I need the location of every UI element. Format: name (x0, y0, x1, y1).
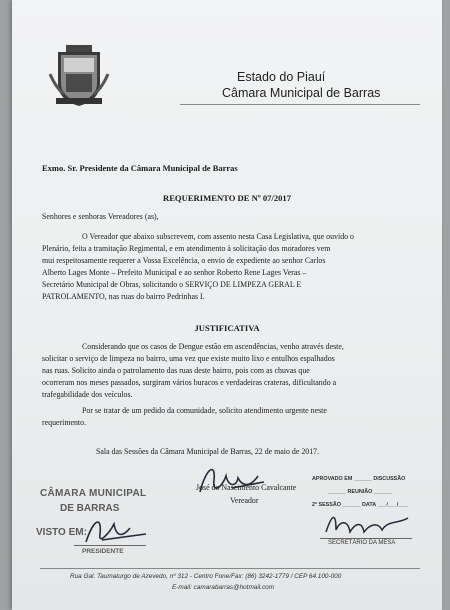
request-title: REQUERIMENTO DE Nº 07/2017 (162, 193, 292, 203)
body-line: PATROLAMENTO, nas ruas do bairro Pedrinhas I. (42, 292, 205, 301)
stamp-chamber-line1: CÂMARA MUNICIPAL (40, 488, 147, 499)
president-sign-line (74, 545, 146, 546)
justification-line: requerimento. (42, 418, 87, 427)
body-line: Alberto Lages Monte – Prefeito Municipal e ao senhor Roberto Rene Lages Veras – (42, 268, 307, 277)
justification-line: Considerando que os casos de Dengue estão em ascendências, venho através deste, (82, 342, 344, 351)
stamp-chamber-line2: DE BARRAS (60, 503, 120, 514)
stamp-session: 2ª SESSÃO ______ DATA ___/___/___ (312, 502, 408, 508)
stamp-seen-label: VISTO EM: (36, 527, 87, 538)
document-page (12, 0, 442, 610)
justification-line: Por se tratar de um pedido da comunidade, solicito atendimento urgente neste (82, 406, 327, 415)
justification-title: JUSTIFICATIVA (194, 323, 260, 333)
justification-line: nas ruas. Solicito ainda o patrolamento das ruas deste bairro, pois com as chuvas que (42, 366, 310, 375)
justification-line: solicitar o serviço de limpeza no bairro, uma vez que existe muito lixo e entulhos espalhados (42, 354, 335, 363)
signer-name: José do Nascimento Cavalcante (196, 483, 297, 492)
justification-line: ocorreram nos meses passados, surgiram vários buracos e verdadeiras crateras, dificultando a (42, 378, 337, 387)
state-heading: Estado do Piauí (237, 70, 326, 84)
chamber-heading: Câmara Municipal de Barras (222, 86, 381, 100)
stamp-approved: APROVADO EM ______ DISCUSSÃO (312, 476, 406, 482)
addressee: Exmo. Sr. Presidente da Câmara Municipal de Barras (42, 163, 238, 173)
stamp-president-role: PRESIDENTE (82, 548, 124, 555)
salutation: Senhores e senhoras Vereadores (as), (42, 212, 159, 221)
footer-address: Rua Gal. Taumaturgo de Azevedo, nº 312 - Centro Fone/Fax: (86) 3242-1779 / CEP 64.100-000 (70, 573, 342, 580)
justification-line: trafegabilidade dos veículos. (42, 390, 133, 399)
header-divider (180, 104, 420, 105)
footer-divider (40, 568, 420, 569)
stamp-meeting: ______ REUNIÃO ______ (328, 489, 392, 495)
body-line: mui respeitosamente requerer a Vossa Excelência, o envio de expediente ao senhor Carlos (42, 256, 326, 265)
place-date: Sala das Sessões da Câmara Municipal de Barras, 22 de maio de 2017. (96, 447, 320, 456)
footer-email: E-mail: camarabarras@hotmail.com (172, 584, 275, 591)
body-line: O Vereador que abaixo subscrevem, com assento nesta Casa Legislativa, que ouvido o (82, 232, 355, 241)
stamp-secretary-role: SECRETÁRIO DA MESA (328, 540, 396, 546)
body-line: Secretário Municipal de Obras, solicitando o SERVIÇO DE LIMPEZA GERAL E (42, 280, 302, 289)
secretary-sign-line (320, 538, 412, 539)
municipal-coat-of-arms (48, 44, 110, 110)
body-line: Plenário, feita a tramitação Regimental, e em atendimento à solicitação dos moradores vem (42, 244, 331, 253)
signer-role: Vereador (230, 496, 259, 505)
